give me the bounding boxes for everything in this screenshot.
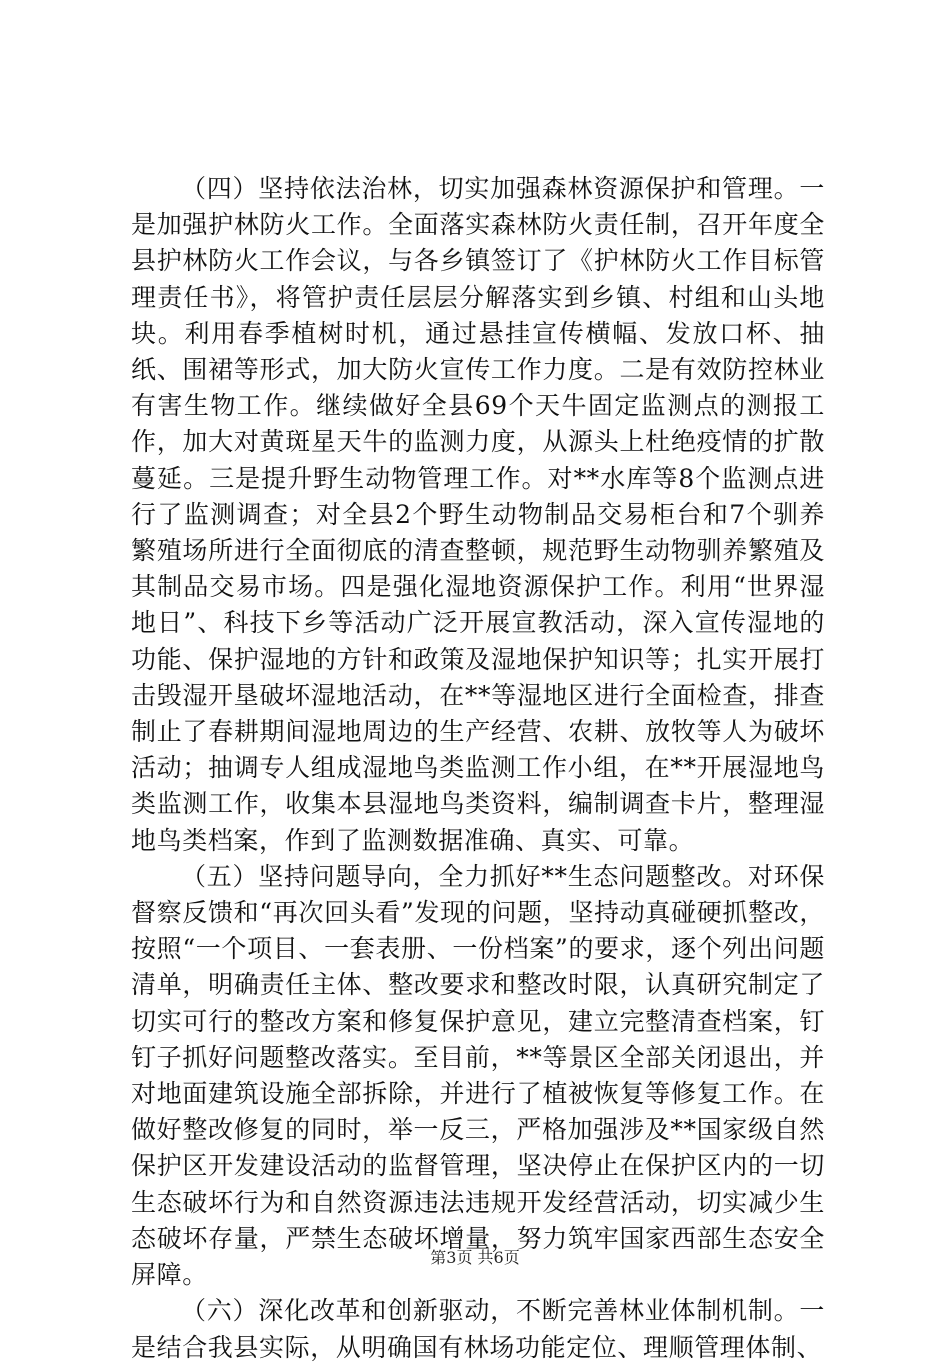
body-text [131, 171, 825, 1366]
paragraph-ecological-rectification: （五）坚持问题导向，全力抓好**生态问题整改。对环保督察反馈和“再次回头看”发现的问题，坚持动真碰硬抓整改，按照“一个项目、一套表册、一份档案”的要求，逐个列出问题清单，明确责任主体、整改要求和整改时限，认真研究制定了切实可行的整改方案和修复保护意见，建立完整清查档案，钉钉子抓好问题整改落实。至目前，**等景区全部关闭退出，并对地面建筑设施全部拆除，并进行了植被恢复等修复工作。在做好整改修复的同时，举一反三，严格加强涉及**国家级自然保护区开发建设活动的监督管理，坚决停止在保护区内的一切生态破坏行为和自然资源违法违规开发经营活动，切实减少生态破坏存量，严禁生态破坏增量，努力筑牢国家西部生态安全屏障。 [131, 861, 825, 1290]
paragraph-reform-innovation: （六）深化改革和创新驱动，不断完善林业体制机制。一是结合我县实际，从明确国有林场功能定位、理顺管理体制、 [131, 1296, 825, 1362]
page-number-footer: 第3页 共6页 [430, 1248, 520, 1267]
paragraph-forest-protection: （四）坚持依法治林，切实加强森林资源保护和管理。一是加强护林防火工作。全面落实森林防火责任制，召开年度全县护林防火工作会议，与各乡镇签订了《护林防火工作目标管理责任书》，将管护责任层层分解落实到乡镇、村组和山头地块。利用春季植树时机，通过悬挂宣传横幅、发放口杯、抽纸、围裙等形式，加大防火宣传工作力度。二是有效防控林业有害生物工作。继续做好全县69个天牛固定监测点的测报工作，加大对黄斑星天牛的监测力度，从源头上杜绝疫情的扩散蔓延。三是提升野生动物管理工作。对**水库等8个监测点进行了监测调查；对全县2个野生动物制品交易柜台和7个驯养繁殖场所进行全面彻底的清查整顿，规范野生动物驯养繁殖及其制品交易市场。四是强化湿地资源保护工作。利用“世界湿地日”、科技下乡等活动广泛开展宣教活动，深入宣传湿地的功能、保护湿地的方针和政策及湿地保护知识等；扎实开展打击毁湿开垦破坏湿地活动，在**等湿地区进行全面检查，排查制止了春耕期间湿地周边的生产经营、农耕、放牧等人为破坏活动；抽调专人组成湿地鸟类监测工作小组，在**开展湿地鸟类监测工作，收集本县湿地鸟类资料，编制调查卡片，整理湿地鸟类档案，作到了监测数据准确、真实、可靠。 [131, 174, 825, 855]
